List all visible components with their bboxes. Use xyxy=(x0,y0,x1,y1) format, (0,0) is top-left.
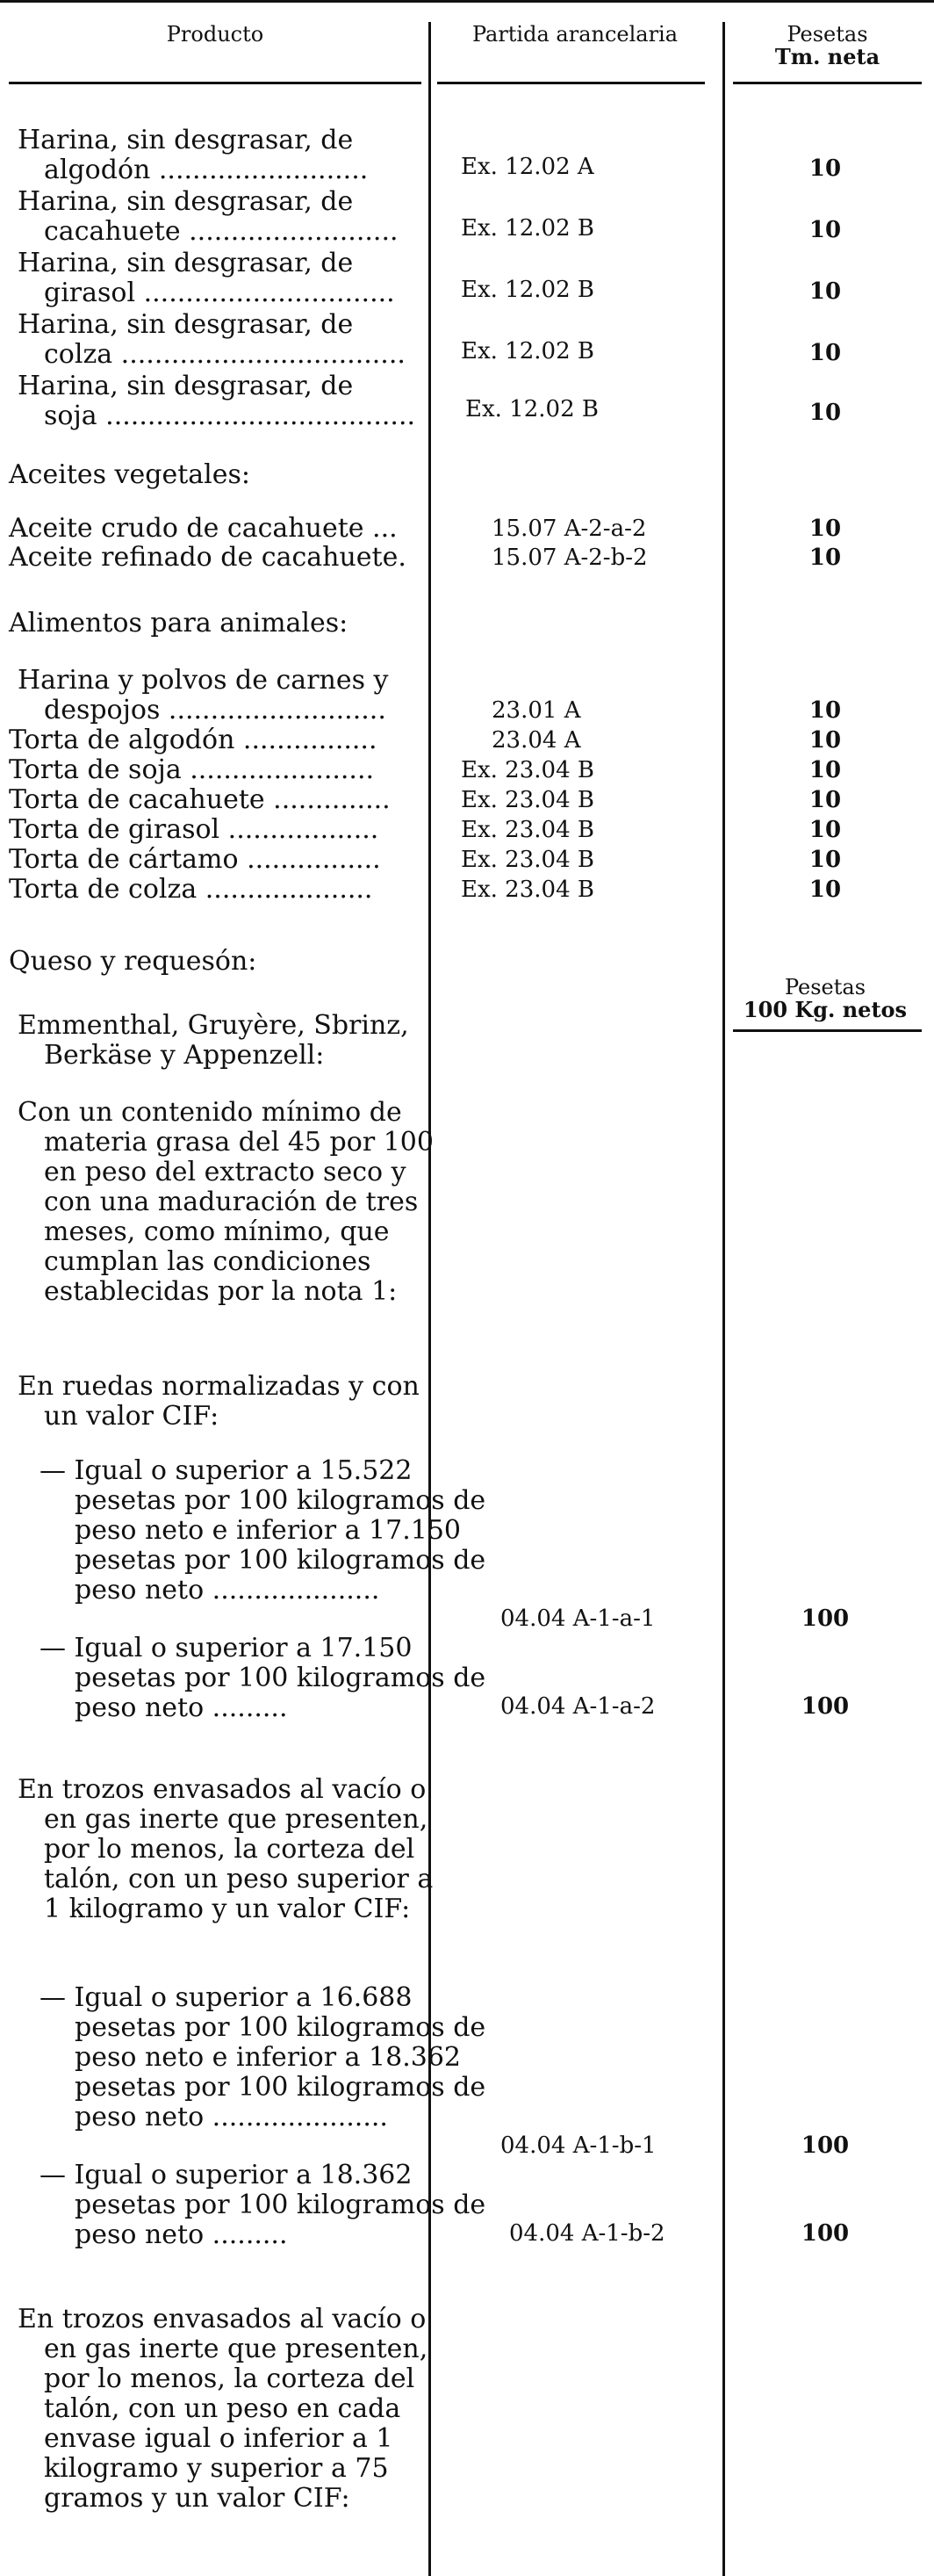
partida-cell: 04.04 A-1-b-1 xyxy=(500,2132,657,2159)
value-cell: 10 xyxy=(808,847,842,873)
partida-cell: 23.01 A xyxy=(492,697,581,724)
partida-cell: Ex. 12.02 B xyxy=(465,396,599,422)
partida-cell: Ex. 23.04 B xyxy=(461,847,594,873)
value-cell: 10 xyxy=(808,400,842,426)
value-cell: 100 xyxy=(801,2132,850,2159)
value-cell: 10 xyxy=(808,516,842,542)
header-product: Producto xyxy=(166,22,264,47)
trozos-paragraph: En trozos envasados al vacío o en gas inerte que presenten, por lo menos, la corteza del talón, con un peso en cada envase igual o inferior a 1 kilogramo y superior a 75 gramos y un valor CIF: xyxy=(18,2304,428,2514)
partida-cell: Ex. 23.04 B xyxy=(461,817,594,843)
product-cell: Harina, sin desgrasar, de cacahuete ......................... xyxy=(18,186,399,247)
partida-cell: 04.04 A-1-a-2 xyxy=(500,1693,656,1720)
partida-cell: 15.07 A-2-a-2 xyxy=(492,516,647,542)
product-cell: Torta de colza .................... xyxy=(9,874,373,905)
product-cell: Torta de soja ...................... xyxy=(9,754,375,785)
list-item: — Igual o superior a 16.688 pesetas por 100 kilogramos de peso neto e inferior a 18.362 pesetas por 100 kilogramos de peso neto ..................... xyxy=(40,1982,486,2132)
subheader-rule xyxy=(733,1029,922,1032)
value-cell: 10 xyxy=(808,278,842,305)
partida-cell: 04.04 A-1-b-2 xyxy=(509,2220,665,2247)
value-cell: 10 xyxy=(808,155,842,182)
header-rule-product xyxy=(9,82,421,84)
product-cell: Harina, sin desgrasar, de soja ..................................... xyxy=(18,371,416,431)
value-cell: 10 xyxy=(808,877,842,903)
value-cell: 10 xyxy=(808,757,842,783)
list-item: — Igual o superior a 17.150 pesetas por 100 kilogramos de peso neto ......... xyxy=(40,1633,486,1723)
partida-cell: Ex. 12.02 B xyxy=(461,277,594,303)
header-pesetas-line2: Tm. neta xyxy=(774,44,880,69)
product-cell: Harina y polvos de carnes y despojos .......................... xyxy=(18,665,389,725)
product-cell: Harina, sin desgrasar, de girasol .............................. xyxy=(18,248,395,308)
value-cell: 10 xyxy=(808,340,842,366)
list-item: — Igual o superior a 18.362 pesetas por 100 kilogramos de peso neto ......... xyxy=(40,2160,486,2250)
list-item: — Igual o superior a 15.522 pesetas por 100 kilogramos de peso neto e inferior a 17.150 pesetas por 100 kilogramos de peso neto .................... xyxy=(40,1455,486,1605)
product-cell: Torta de cártamo ................ xyxy=(9,844,381,875)
top-rule xyxy=(0,0,934,3)
value-cell: 10 xyxy=(808,697,842,724)
product-cell: Harina, sin desgrasar, de algodón ......................... xyxy=(18,125,369,185)
header-pesetas-line1: Pesetas xyxy=(787,22,868,47)
value-cell: 10 xyxy=(808,217,842,243)
section-title: Aceites vegetales: xyxy=(9,459,251,490)
product-cell: Torta de girasol .................. xyxy=(9,814,379,845)
product-cell: Harina, sin desgrasar, de colza .................................. xyxy=(18,309,406,370)
partida-cell: Ex. 12.02 B xyxy=(461,215,594,242)
subheader-pesetas-line2: 100 Kg. netos xyxy=(743,997,908,1022)
partida-cell: Ex. 23.04 B xyxy=(461,877,594,903)
value-cell: 100 xyxy=(801,1605,850,1632)
emmenthal-paragraph: Emmenthal, Gruyère, Sbrinz, Berkäse y Appenzell: xyxy=(18,1010,409,1071)
partida-cell: 23.04 A xyxy=(492,727,581,754)
product-cell: Aceite crudo de cacahuete ... xyxy=(9,513,398,544)
value-cell: 10 xyxy=(808,545,842,571)
header-partida: Partida arancelaria xyxy=(471,22,679,47)
partida-cell: 15.07 A-2-b-2 xyxy=(492,545,648,571)
column-divider-right xyxy=(722,22,725,2576)
product-cell: Aceite refinado de cacahuete. xyxy=(9,542,406,573)
header-rule-pesetas xyxy=(733,82,922,84)
partida-cell: Ex. 12.02 B xyxy=(461,338,594,364)
partida-cell: Ex. 12.02 A xyxy=(461,154,594,180)
partida-cell: 04.04 A-1-a-1 xyxy=(500,1605,656,1632)
ruedas-paragraph: En ruedas normalizadas y con un valor CIF: xyxy=(18,1371,420,1432)
section-title: Alimentos para animales: xyxy=(9,608,348,639)
contenido-paragraph: Con un contenido mínimo de materia grasa del 45 por 100 en peso del extracto seco y con una maduración de tres meses, como mínimo, que cumplan las condiciones establecidas por la nota 1: xyxy=(18,1097,434,1307)
section-title: Queso y requesón: xyxy=(9,946,257,977)
trozos-paragraph: En trozos envasados al vacío o en gas inerte que presenten, por lo menos, la corteza del talón, con un peso superior a 1 kilogramo y un valor CIF: xyxy=(18,1774,434,1924)
partida-cell: Ex. 23.04 B xyxy=(461,757,594,783)
partida-cell: Ex. 23.04 B xyxy=(461,787,594,813)
value-cell: 10 xyxy=(808,817,842,843)
product-cell: Torta de algodón ................ xyxy=(9,725,377,755)
header-rule-partida xyxy=(437,82,705,84)
subheader-pesetas-line1: Pesetas xyxy=(784,975,866,999)
value-cell: 10 xyxy=(808,787,842,813)
product-cell: Torta de cacahuete .............. xyxy=(9,784,391,815)
value-cell: 10 xyxy=(808,727,842,754)
value-cell: 100 xyxy=(801,1693,850,1720)
value-cell: 100 xyxy=(801,2220,850,2247)
